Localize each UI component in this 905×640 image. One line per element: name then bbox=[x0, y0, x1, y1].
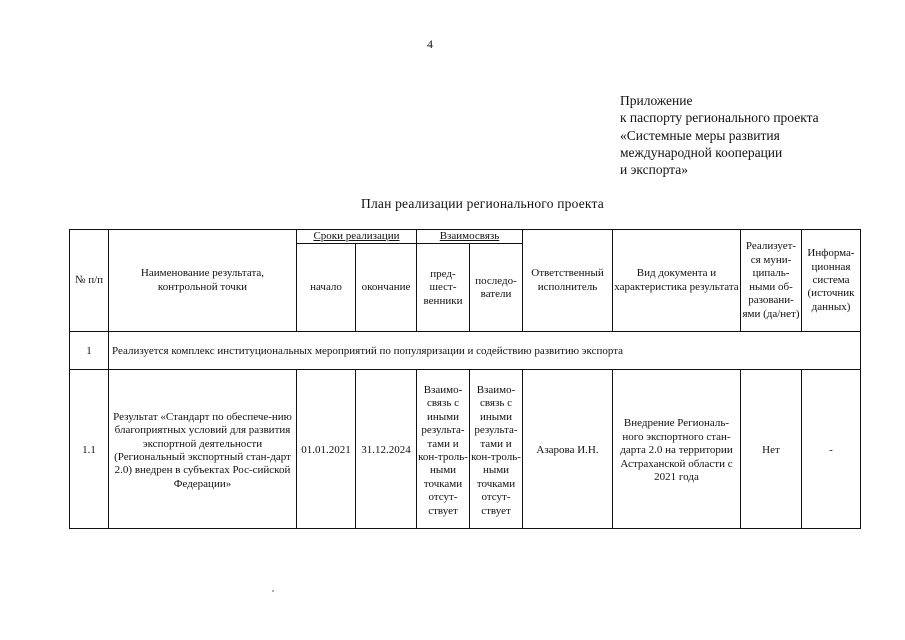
row-num: 1.1 bbox=[70, 370, 109, 529]
header-responsible: Ответственный исполнитель bbox=[523, 230, 613, 332]
page-number: 4 bbox=[427, 37, 433, 51]
plan-table bbox=[69, 229, 861, 529]
appendix-line: Приложение bbox=[620, 93, 693, 108]
section-num: 1 bbox=[70, 332, 109, 370]
appendix-line: к паспорту регионального проекта bbox=[620, 110, 819, 126]
header-start: начало bbox=[297, 244, 356, 332]
header-end: окончание bbox=[356, 244, 417, 332]
header-relation-group: Взаимосвязь bbox=[417, 230, 523, 244]
row-predecessors: Взаимо-связь с иными результа-тами и кон-троль-ными точками отсут-ствует bbox=[417, 370, 470, 529]
header-document: Вид документа и характеристика результата bbox=[613, 230, 741, 332]
header-num: № п/п bbox=[70, 230, 109, 332]
appendix-note bbox=[620, 92, 819, 178]
table-row bbox=[70, 370, 861, 529]
header-info-system: Информа-ционная система (источник данных) bbox=[802, 230, 861, 332]
row-followers: Взаимо-связь с иными результа-тами и кон-троль-ными точками отсут-ствует bbox=[470, 370, 523, 529]
row-end: 31.12.2024 bbox=[356, 370, 417, 529]
row-document: Внедрение Региональ-ного экспортного стан-дарта 2.0 на территории Астраханской области с 2021 года bbox=[613, 370, 741, 529]
row-info-system: - bbox=[802, 370, 861, 529]
header-followers: последо-ватели bbox=[470, 244, 523, 332]
appendix-line: и экспорта» bbox=[620, 162, 688, 178]
appendix-line: международной кооперации bbox=[620, 144, 783, 160]
header-dates-group: Сроки реализации bbox=[297, 230, 417, 244]
plan-title: План реализации регионального проекта bbox=[361, 196, 604, 211]
row-start: 01.01.2021 bbox=[297, 370, 356, 529]
row-municipal: Нет bbox=[741, 370, 802, 529]
header-predecessors: пред-шест-венники bbox=[417, 244, 470, 332]
scan-speck bbox=[272, 590, 274, 592]
row-name: Результат «Стандарт по обеспече-нию благоприятных условий для развития экспортной деятельности (Региональный экспортный стан-дарт 2.0) внедрен в субъектах Рос-сийской Федерации» bbox=[109, 370, 297, 529]
header-name: Наименование результата, контрольной точки bbox=[109, 230, 297, 332]
header-municipal: Реализует-ся муни-ципаль-ными об-разовани-ями (да/нет) bbox=[741, 230, 802, 332]
section-text: Реализуется комплекс институциональных мероприятий по популяризации и содействию развитию экспорта bbox=[109, 332, 861, 370]
row-responsible: Азарова И.Н. bbox=[523, 370, 613, 529]
appendix-line: «Системные меры развития bbox=[620, 127, 780, 143]
